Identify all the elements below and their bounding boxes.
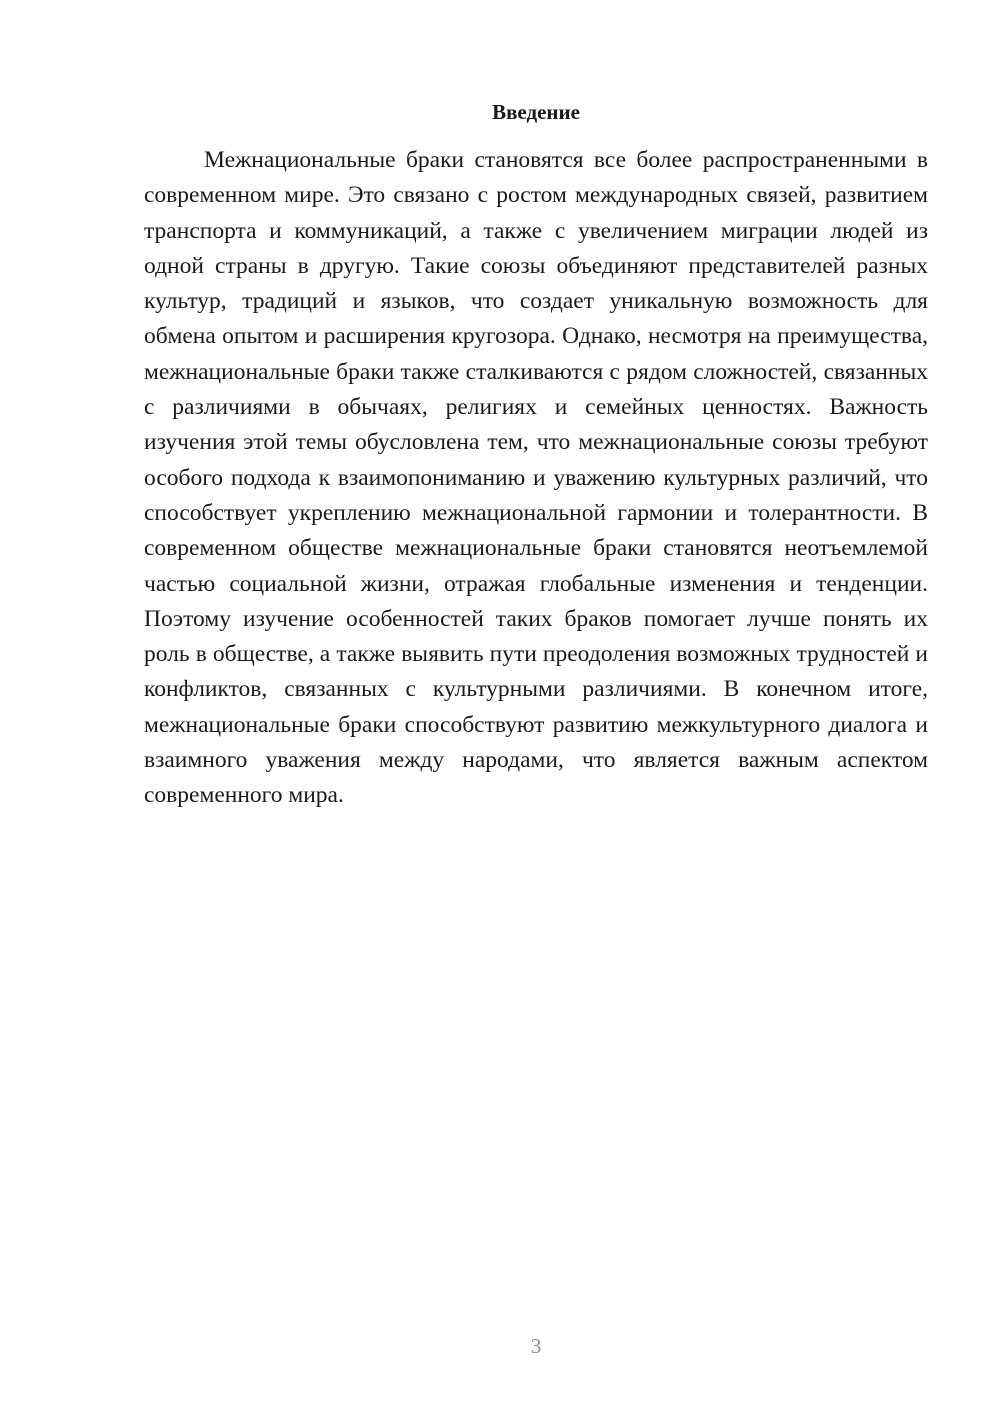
body-paragraph: Межнациональные браки становятся все более распространенными в современном мире. Это связано с ростом международных связей, развитием транспорта и коммуникаций, а также с увеличением миграции людей из одной страны в другую. Такие союзы объединяют представителей разных культур, традиций и языков, что создает уникальную возможность для обмена опытом и расширения кругозора. Однако, несмотря на преимущества, межнациональные браки также сталкиваются с рядом сложностей, связанных с различиями в обычаях, религиях и семейных ценностях. Важность изучения этой темы обусловлена тем, что межнациональные союзы требуют особого подхода к взаимопониманию и уважению культурных различий, что способствует укреплению межнациональной гармонии и толерантности. В современном обществе межнациональные браки становятся неотъемлемой частью социальной жизни, отражая глобальные изменения и тенденции. Поэтому изучение особенностей таких браков помогает лучше понять их роль в обществе, а также выявить пути преодоления возможных трудностей и конфликтов, связанных с культурными различиями. В конечном итоге, межнациональные браки способствуют развитию межкультурного диалога и взаимного уважения между народами, что является важным аспектом современного мира.: [144, 147, 928, 809]
page-number: 3: [530, 1334, 542, 1358]
section-heading: Введение: [492, 100, 580, 124]
